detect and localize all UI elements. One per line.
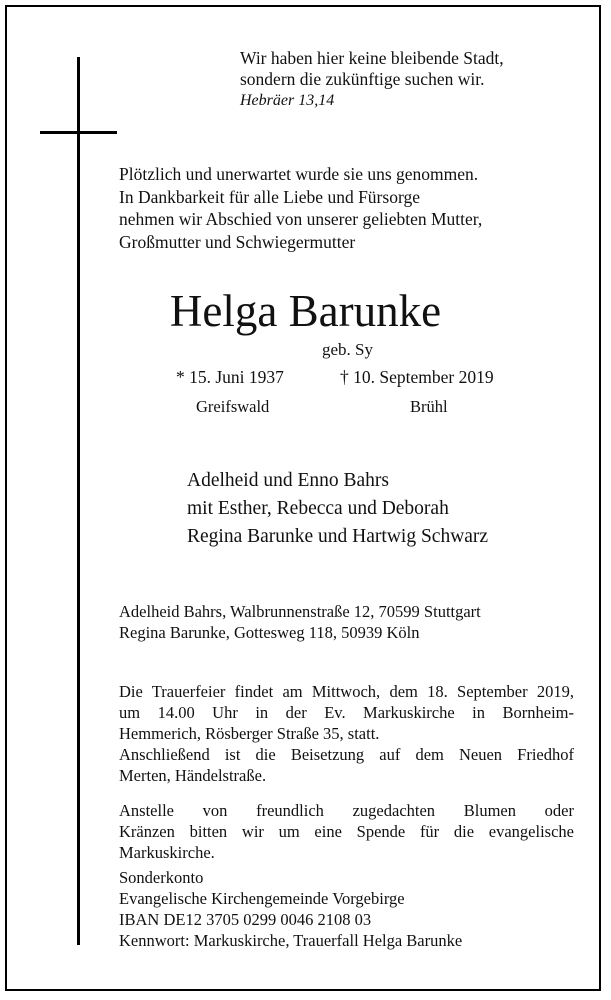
mourner-line: Regina Barunke und Hartwig Schwarz: [187, 526, 489, 547]
deceased-name: Helga Barunke: [169, 286, 442, 336]
mourner-line: Adelheid und Enno Bahrs: [187, 470, 390, 491]
quote-line: sondern die zukünftige suchen wir.: [240, 69, 485, 89]
funeral-details: [119, 681, 574, 786]
address-line: Regina Barunke, Gottesweg 118, 50939 Köln: [119, 623, 420, 642]
quote-reference: Hebräer 13,14: [240, 92, 335, 109]
maiden-name: geb. Sy: [322, 340, 373, 359]
donation-line: Markuskirche.: [119, 843, 215, 862]
account-line: Evangelische Kirchengemeinde Vorgebirge: [119, 889, 405, 908]
donation-request: [119, 800, 574, 863]
intro-line: In Dankbarkeit für alle Liebe und Fürsorge: [119, 186, 420, 207]
funeral-line: Merten, Händelstraße.: [119, 766, 267, 785]
funeral-line: Hemmerich, Rösberger Straße 35, statt.: [119, 724, 380, 743]
mourner-line: mit Esther, Rebecca und Deborah: [187, 498, 449, 519]
intro-text: [119, 163, 579, 253]
intro-line: Großmutter und Schwiegermutter: [119, 231, 356, 252]
donation-line: Kränzen bitten wir um eine Spende für die evangelische: [119, 822, 574, 841]
account-line: IBAN DE12 3705 0299 0046 2108 03: [119, 910, 372, 929]
donation-line: Anstelle von freundlich zugedachten Blumen oder: [119, 801, 574, 820]
funeral-line: Anschließend ist die Beisetzung auf dem Neuen Friedhof: [119, 745, 574, 764]
funeral-line: Die Trauerfeier findet am Mittwoch, dem 18. September 2019,: [119, 682, 574, 701]
birth-place: Greifswald: [196, 397, 270, 416]
addresses: [119, 601, 589, 643]
intro-line: Plötzlich und unerwartet wurde sie uns genommen.: [119, 164, 479, 184]
death-date: † 10. September 2019: [340, 367, 494, 387]
birth-date: * 15. Juni 1937: [176, 367, 284, 387]
address-line: Adelheid Bahrs, Walbrunnenstraße 12, 70599 Stuttgart: [119, 602, 481, 621]
bible-quote: [240, 48, 580, 111]
quote-line: Wir haben hier keine bleibende Stadt,: [240, 48, 504, 68]
death-place: Brühl: [410, 397, 448, 416]
funeral-line: um 14.00 Uhr in der Ev. Markuskirche in Bornheim-: [119, 703, 574, 722]
cross-horizontal-bar: [40, 131, 117, 134]
cross-vertical-bar: [77, 57, 80, 945]
account-line: Sonderkonto: [119, 868, 204, 887]
bank-account: [119, 867, 589, 951]
intro-line: nehmen wir Abschied von unserer geliebten Mutter,: [119, 209, 483, 229]
account-line: Kennwort: Markuskirche, Trauerfall Helga Barunke: [119, 931, 463, 950]
mourners-list: [187, 467, 587, 551]
